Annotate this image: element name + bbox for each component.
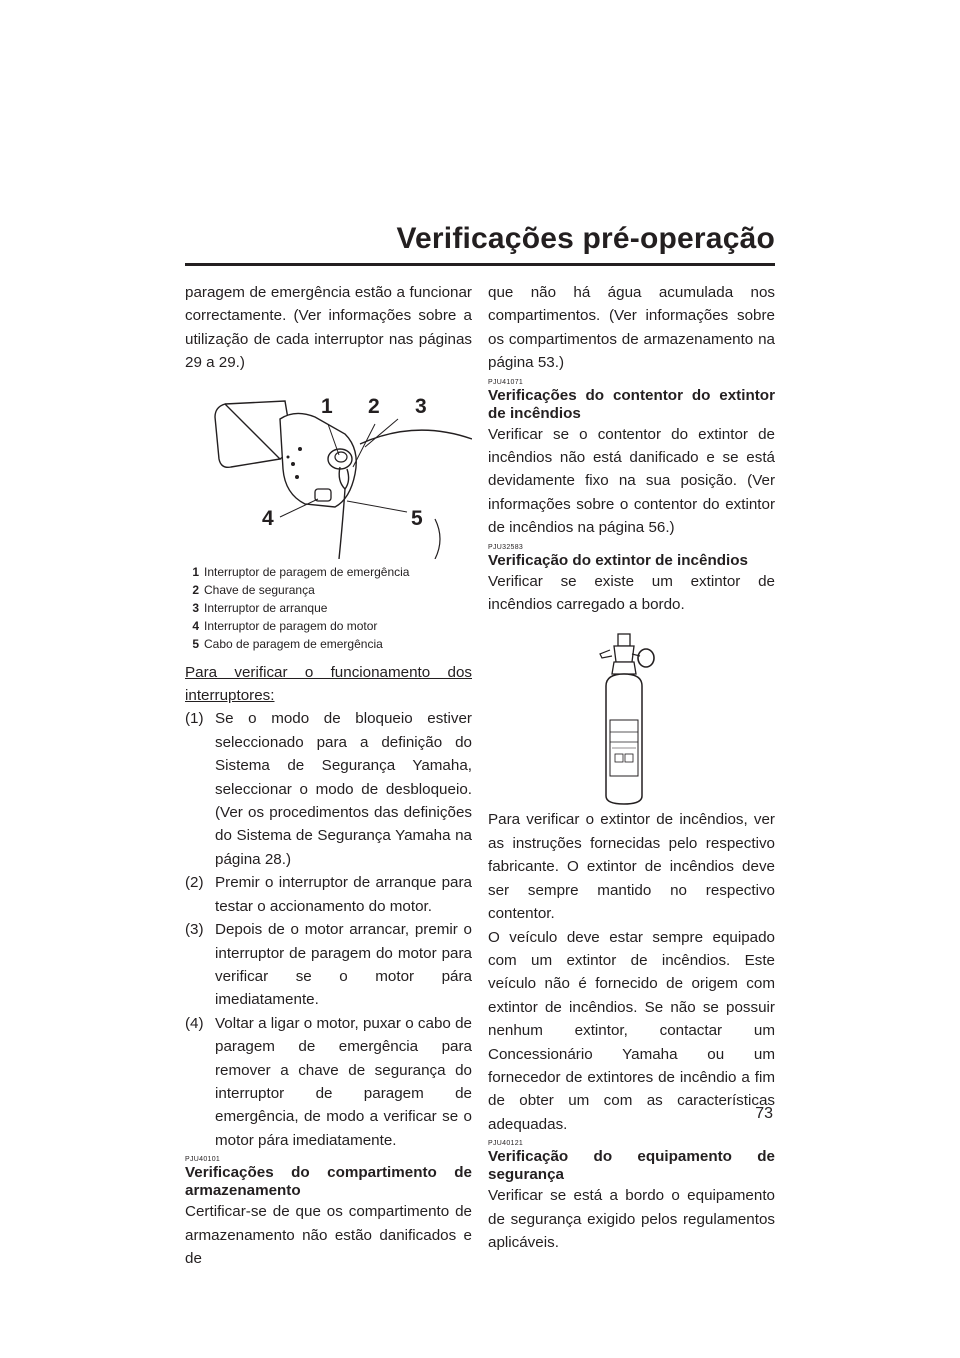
callout-4: 4 [262, 506, 274, 530]
extinguisher-check-text: Para verificar o extintor de incêndios, ver as instruções fornecidas pelo respectivo fabricante. O extintor de incêndios deve ser sempre mantido no respectivo contentor. [488, 811, 775, 923]
section-code: PJU40121 [488, 1140, 524, 1148]
extinguisher-text: Verificar se existe um extintor de incêndios carregado a bordo. [488, 572, 775, 614]
callout-1: 1 [321, 394, 333, 418]
step-item: (1) Se o modo de bloqueio estiver seleccionado para a definição do Sistema de Segurança Yamaha, seleccionar o modo de desbloqueio. (Ver os procedimentos das definições do Sistema de Segurança Yamaha na página 28.) [185, 710, 472, 868]
section-code: PJU32583 [488, 543, 524, 551]
step-item: (4) Voltar a ligar o motor, puxar o cabo de paragem de emergência para remover a chave de segurança do interruptor de paragem de emergência, de modo a verificar se o motor pára imediatamente. [185, 1014, 472, 1149]
storage-text: Certificar-se de que os compartimento de armazenamento não estão danificados e de [185, 1203, 472, 1267]
step-item: (2) Premir o interruptor de arranque para testar o accionamento do motor. [185, 874, 472, 915]
callout-3: 3 [415, 394, 427, 418]
section-code: PJU40101 [185, 1156, 221, 1164]
container-text: Verificar se o contentor do extintor de incêndios não está danificado e se está devidamente fixo na sua posição. (Ver informações sobre o contentor do extintor de incêndios na página 56.) [488, 425, 775, 537]
fire-extinguisher-illustration [488, 628, 775, 808]
fire-extinguisher-figure [488, 628, 775, 808]
header-rule [185, 263, 775, 266]
left-column [185, 281, 472, 1270]
storage-heading: Verificações do compartimento de armazenamento [185, 1164, 472, 1200]
callout-5: 5 [411, 506, 423, 530]
page-number: 73 [755, 1105, 773, 1122]
extinguisher-requirement-text: O veículo deve estar sempre equipado com um extintor de incêndios. Este veículo não é fornecido de origem com extintor de incêndios. Se não se possuir nenhum extintor, contactar um Concessionário Yamaha ou um fornecedor de extintores de incêndio a fim de obter um com as características adequadas. [488, 928, 775, 1133]
page-title: Verificações pré-operação [396, 222, 775, 255]
step-item: (3) Depois de o motor arrancar, premir o interruptor de paragem do motor para verificar se o motor pára imediatamente. [185, 921, 472, 1009]
check-switches-title: Para verificar o funcionamento dos interruptores: [185, 663, 472, 705]
section-code: PJU41071 [488, 378, 524, 386]
legend-item: 2 Chave de segurança [192, 582, 315, 597]
safety-equipment-text: Verificar se está a bordo o equipamento de segurança exigido pelos regulamentos aplicáveis. [488, 1187, 775, 1251]
right-column [488, 281, 775, 1254]
container-heading: Verificações do contentor do extintor de incêndios [488, 386, 775, 422]
handlebar-switch-figure [185, 389, 472, 559]
figure-legend [185, 563, 472, 653]
legend-item: 3 Interruptor de arranque [192, 600, 328, 615]
intro-paragraph: paragem de emergência estão a funcionar correctamente. (Ver informações sobre a utilização de cada interruptor nas páginas 29 a 29.) [185, 284, 472, 372]
legend-item: 4 Interruptor de paragem do motor [192, 618, 378, 633]
callout-2: 2 [368, 394, 380, 418]
extinguisher-heading: Verificação do extintor de incêndios [488, 551, 748, 569]
safety-equipment-heading: Verificação do equipamento de segurança [488, 1148, 775, 1184]
legend-item: 1 Interruptor de paragem de emergência [192, 564, 410, 579]
storage-continued-text: que não há água acumulada nos compartimentos. (Ver informações sobre os compartimentos de armazenamento na página 53.) [488, 284, 775, 372]
legend-item: 5 Cabo de paragem de emergência [192, 636, 383, 651]
